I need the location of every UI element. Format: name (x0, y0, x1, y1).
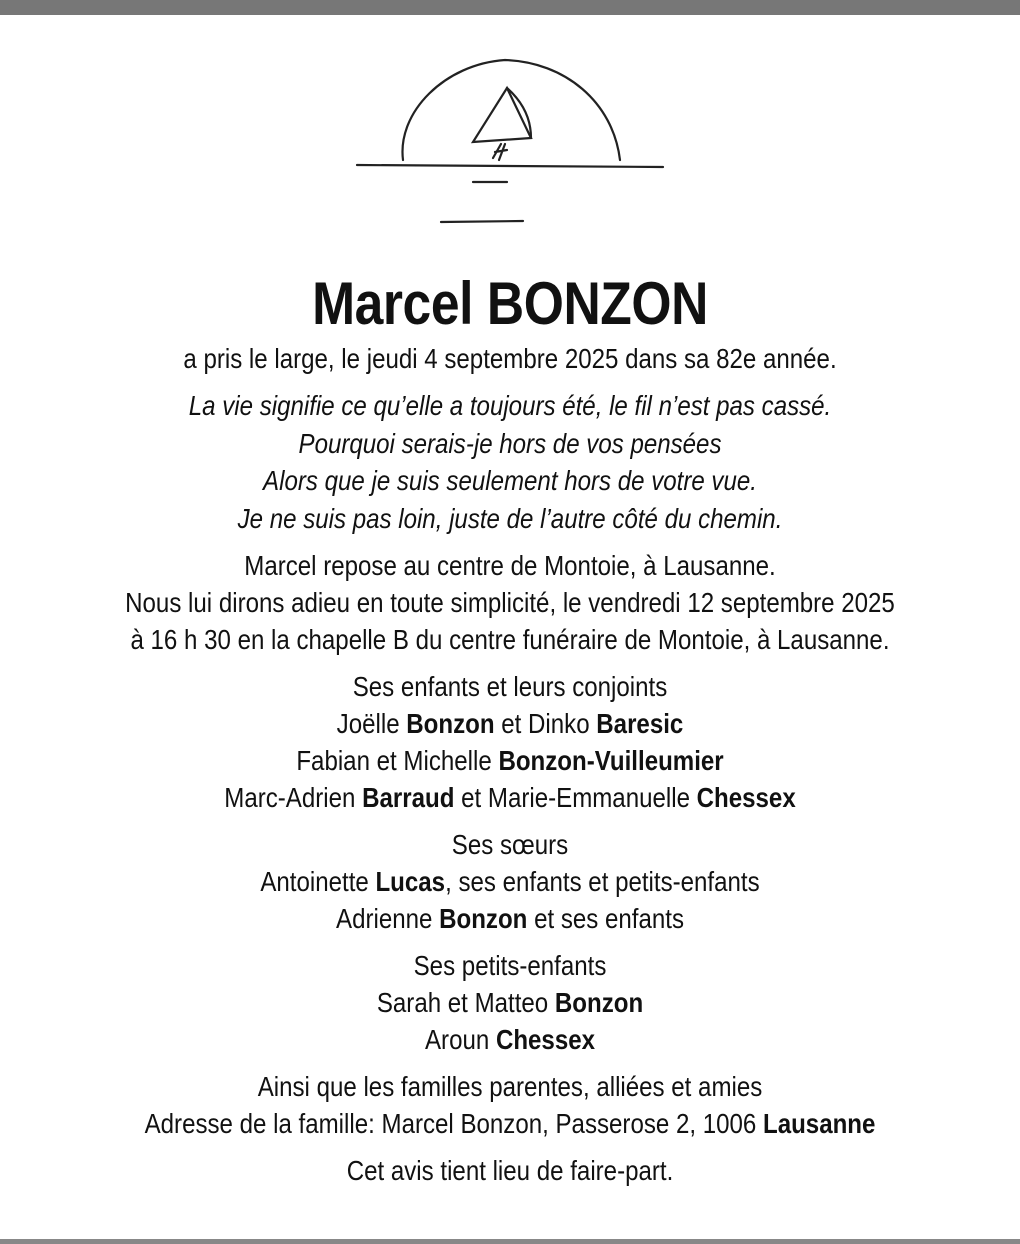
closing-line: Cet avis tient lieu de faire-part. (346, 1155, 674, 1186)
ceremony-line: à 16 h 30 en la chapelle B du centre funéraire de Montoie, à Lausanne. (130, 624, 890, 655)
bottom-border (0, 1239, 1020, 1244)
poem-line: La vie signifie ce qu’elle a toujours été, le fil n’est pas cassé. (188, 390, 832, 421)
announcement: a pris le large, le jeudi 4 septembre 2025 dans sa 82e année. (183, 343, 837, 374)
poem-line: Je ne suis pas loin, juste de l’autre côté du chemin. (237, 502, 783, 534)
section-heading: Ses enfants et leurs conjoints (352, 671, 668, 702)
family-line: Marc-Adrien Barraud et Marie-Emmanuelle Chessex (224, 782, 796, 813)
children-section (0, 668, 1020, 816)
family-line: Aroun Chessex (424, 1024, 596, 1055)
top-border (0, 0, 1020, 15)
sailboat-sunset-logo (355, 52, 667, 232)
obituary-text (0, 268, 1020, 1189)
families-line: Ainsi que les familles parentes, alliées et amies (257, 1071, 763, 1102)
family-address: Adresse de la famille: Marcel Bonzon, Passerose 2, 1006 Lausanne (144, 1108, 876, 1139)
poem-line: Pourquoi serais-je hors de vos pensées (298, 427, 722, 459)
deceased-name: Marcel BONZON (312, 270, 708, 337)
section-heading: Ses petits-enfants (413, 950, 607, 981)
ceremony-info (0, 547, 1020, 658)
family-line: Sarah et Matteo Bonzon (376, 987, 644, 1018)
grandchildren-section (0, 947, 1020, 1058)
family-line: Fabian et Michelle Bonzon-Vuilleumier (296, 745, 724, 776)
families-section (0, 1068, 1020, 1142)
closing-section (0, 1152, 1020, 1189)
poem-line: Alors que je suis seulement hors de votre vue. (263, 465, 757, 496)
section-heading: Ses sœurs (451, 829, 569, 860)
family-line: Adrienne Bonzon et ses enfants (336, 903, 684, 934)
poem (0, 387, 1020, 537)
ceremony-line: Marcel repose au centre de Montoie, à Lausanne. (244, 550, 776, 581)
sisters-section (0, 826, 1020, 937)
ceremony-line: Nous lui dirons adieu en toute simplicité, le vendredi 12 septembre 2025 (125, 587, 895, 618)
family-line: Joëlle Bonzon et Dinko Baresic (336, 708, 684, 739)
family-line: Antoinette Lucas, ses enfants et petits-enfants (260, 866, 760, 897)
